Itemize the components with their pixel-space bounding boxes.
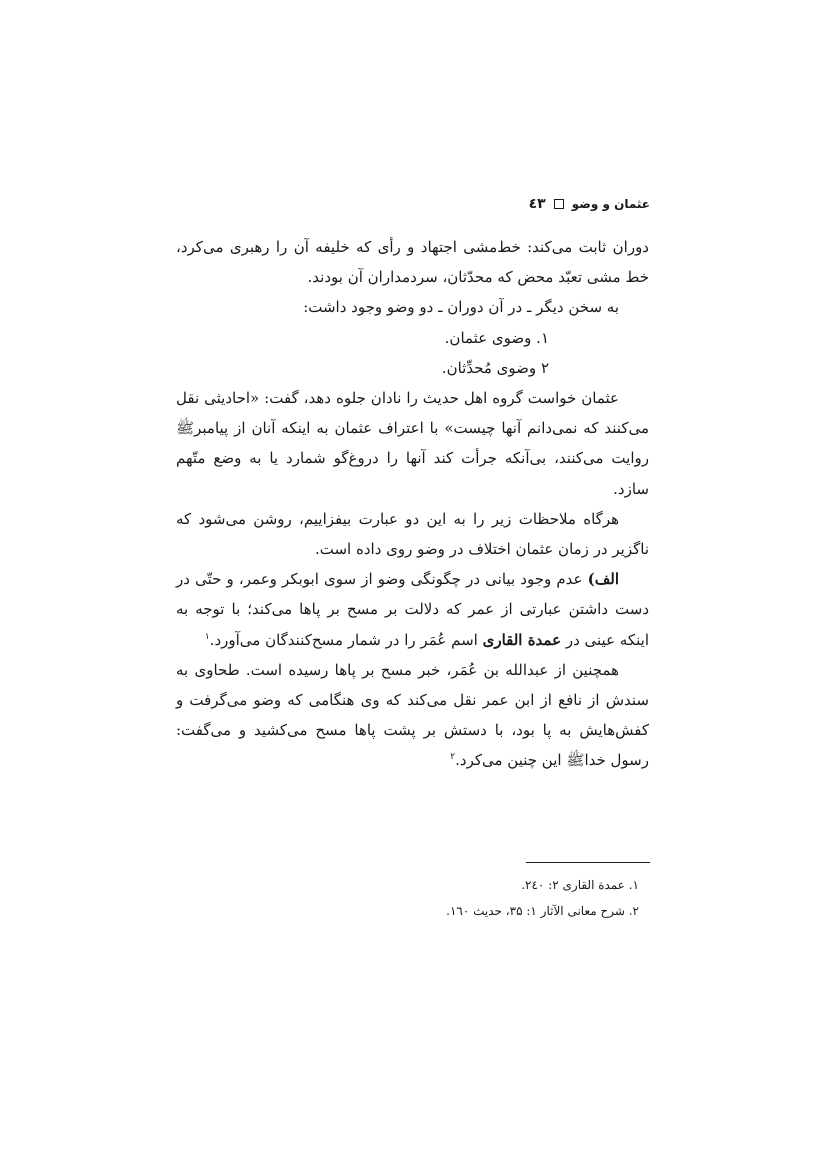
footnote-2: ۲. شرح معانی الآثار ۱: ۳۵، حدیث ۱٦۰.	[446, 904, 639, 918]
running-header	[529, 196, 650, 212]
footnote-divider	[526, 862, 650, 863]
page-number: ٤٣	[528, 196, 546, 212]
paragraph-6-text: همچنین از عبدالله بن عُمَر، خبر مسح بر پاها رسیده است. طحاوی به سندش از نافع از ابن عمر نقل می‌کند که وی هنگامی که وضو می‌گرفت و کفش‌هایش به پا بود، با دستش بر پشت پاها مسح می‌کشید و می‌گفت: رسول خداﷺ این چنین می‌کرد.	[176, 660, 649, 770]
footnotes	[176, 872, 649, 924]
main-text	[176, 232, 649, 776]
paragraph-1: دوران ثابت می‌کند: خط‌مشی اجتهاد و رأی که خلیفه آن را رهبری می‌کرد، خط مشی تعبّد محض که محدّثان، سردمداران آن بودند.	[176, 238, 649, 287]
list-item-1: ۱. وضوی عثمان.	[444, 328, 549, 347]
header-title: عثمان و وضو	[571, 197, 650, 211]
paragraph-2: به سخن دیگر ـ در آن دوران ـ دو وضو وجود داشت:	[303, 298, 619, 317]
footnote-ref-2: ۲	[450, 752, 456, 763]
list-item-2: ۲ وضوی مُحدِّثان.	[441, 358, 549, 377]
paragraph-5	[176, 564, 649, 655]
book-title: عمدة القاری	[482, 630, 562, 649]
footnote-ref-1: ۱	[204, 631, 210, 642]
paragraph-5-text-2: اسم عُمَر را در شمار مسح‌کنندگان می‌آورد.	[209, 630, 483, 649]
paragraph-4: هرگاه ملاحظات زیر را به این دو عبارت بیفزاییم، روشن می‌شود که ناگزیر در زمان عثمان اختلاف در وضو روی داده است.	[176, 509, 649, 559]
paragraph-5-text-1: عدم وجود بیانی در چگونگی وضو از سوی ابوبکر وعمر، و حتّی در دست داشتن عبارتی از عمر که دلالت بر مسح بر پاها می‌کند؛ با توجه به اینکه عینی در	[176, 570, 649, 649]
square-outline-icon	[554, 199, 564, 209]
paragraph-3: عثمان خواست گروه اهل حدیث را نادان جلوه دهد، گفت: «احادیثی نقل می‌کنند که نمی‌دانم آنها چیست» با اعتراف عثمان به اینکه آنان از پیامبرﷺ روایت می‌کنند، بی‌آنکه جرأت کند آنها را دروغ‌گو شمارد یا به وضع متّهم سازد.	[176, 389, 649, 498]
paragraph-5-lead: الف)	[587, 570, 619, 589]
paragraph-6	[176, 655, 649, 776]
footnote-1: ۱. عمدة القاری ۲: ۲٤۰.	[521, 878, 639, 892]
